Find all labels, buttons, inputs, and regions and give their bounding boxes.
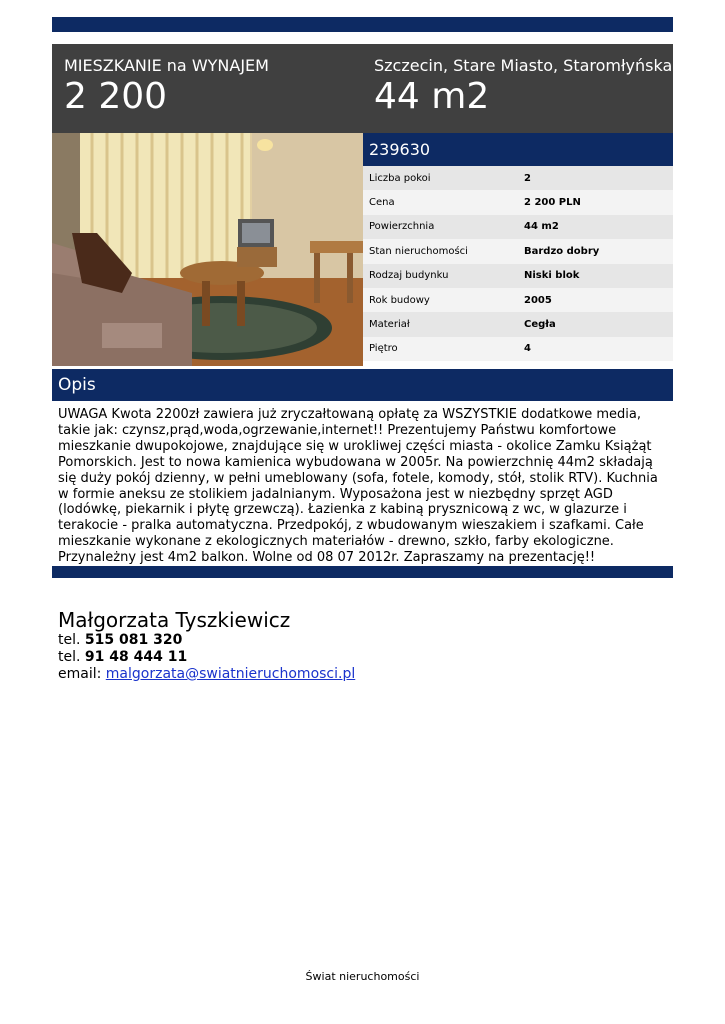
- agent-contact: [58, 608, 355, 683]
- detail-row: [363, 288, 673, 312]
- bottom-accent-bar: [52, 566, 673, 578]
- detail-value: 4: [524, 343, 531, 355]
- agent-name: Małgorzata Tyszkiewicz: [58, 608, 291, 632]
- phone-number-2: 91 48 444 11: [84, 649, 188, 665]
- listing-id-bar: [363, 133, 673, 166]
- detail-value: Niski blok: [524, 270, 580, 282]
- top-accent-bar: [52, 17, 673, 32]
- offer-type: MIESZKANIE na WYNAJEM: [64, 56, 269, 75]
- detail-row: [363, 239, 673, 263]
- detail-label: Materiał: [369, 319, 410, 331]
- detail-label: Rok budowy: [369, 294, 430, 306]
- area: 44 m2: [374, 76, 490, 117]
- header-left: [64, 56, 269, 118]
- apartment-photo: [52, 133, 363, 366]
- email-label: email:: [58, 666, 102, 682]
- phone-label: tel.: [58, 632, 81, 648]
- description-heading: Opis: [58, 375, 96, 395]
- phone-number-1: 515 081 320: [84, 632, 183, 648]
- detail-label: Cena: [369, 197, 395, 209]
- listing-id: 239630: [369, 140, 431, 159]
- agent-phone-1: [58, 632, 355, 649]
- detail-label: Stan nieruchomości: [369, 245, 468, 257]
- details-table: [363, 166, 673, 361]
- detail-value: Cegła: [524, 319, 556, 331]
- price: 2 200: [64, 76, 168, 117]
- detail-value: 2: [524, 172, 531, 184]
- detail-row: [363, 215, 673, 239]
- description-text: UWAGA Kwota 2200zł zawiera już zryczałtowaną opłatę za WSZYSTKIE dodatkowe media, takie jak: czynsz,prąd,woda,ogrzewanie,internet!! Prezentujemy Państwu komfortowe mieszkanie dwupokojowe, znajdujące się w urokliwej części miasta - okolice Zamku Książąt Pomorskich. Jest to nowa kamienica wybudowana w 2005r. Na powierzchnię 44m2 składają się duży pokój dzienny, w pełni umeblowany (sofa, fotele, komody, stół, stolik RTV). Kuchnia w formie aneksu ze stolikiem jadalnianym. Wyposażona jest w niezbędny sprzęt AGD (lodówkę, piekarnik i płytę grzewczą). Łazienka z kabiną prysznicową z wc, w glazurze i terakocie - pralka automatyczna. Przedpokój, z wbudowanym wieszakiem i szafkami. Całe mieszkanie wykonane z ekologicznych materiałów - drewno, szkło, farby ekologiczne. Przynależny jest 4m2 balkon. Wolne od 08 07 2012r. Zapraszamy na prezentację!!: [58, 407, 658, 566]
- agent-phone-2: [58, 649, 355, 666]
- detail-row: [363, 312, 673, 336]
- detail-value: 2 200 PLN: [524, 197, 581, 209]
- description-heading-bar: [52, 369, 673, 401]
- location: Szczecin, Stare Miasto, Staromłyńska: [374, 56, 673, 75]
- listing-header: [52, 44, 673, 133]
- detail-row: [363, 190, 673, 214]
- email-link[interactable]: malgorzata@swiatnieruchomosci.pl: [105, 666, 356, 682]
- detail-row: [363, 337, 673, 361]
- header-right: [374, 56, 672, 118]
- detail-label: Liczba pokoi: [369, 172, 431, 184]
- detail-value: 2005: [524, 294, 552, 306]
- detail-value: Bardzo dobry: [524, 245, 600, 257]
- detail-row: [363, 264, 673, 288]
- phone-label: tel.: [58, 649, 81, 665]
- detail-label: Powierzchnia: [369, 221, 435, 233]
- detail-row: [363, 166, 673, 190]
- detail-value: 44 m2: [524, 221, 559, 233]
- footer-brand: Świat nieruchomości: [305, 970, 420, 983]
- detail-label: Piętro: [369, 343, 398, 355]
- agent-email: [58, 666, 355, 683]
- detail-label: Rodzaj budynku: [369, 270, 449, 282]
